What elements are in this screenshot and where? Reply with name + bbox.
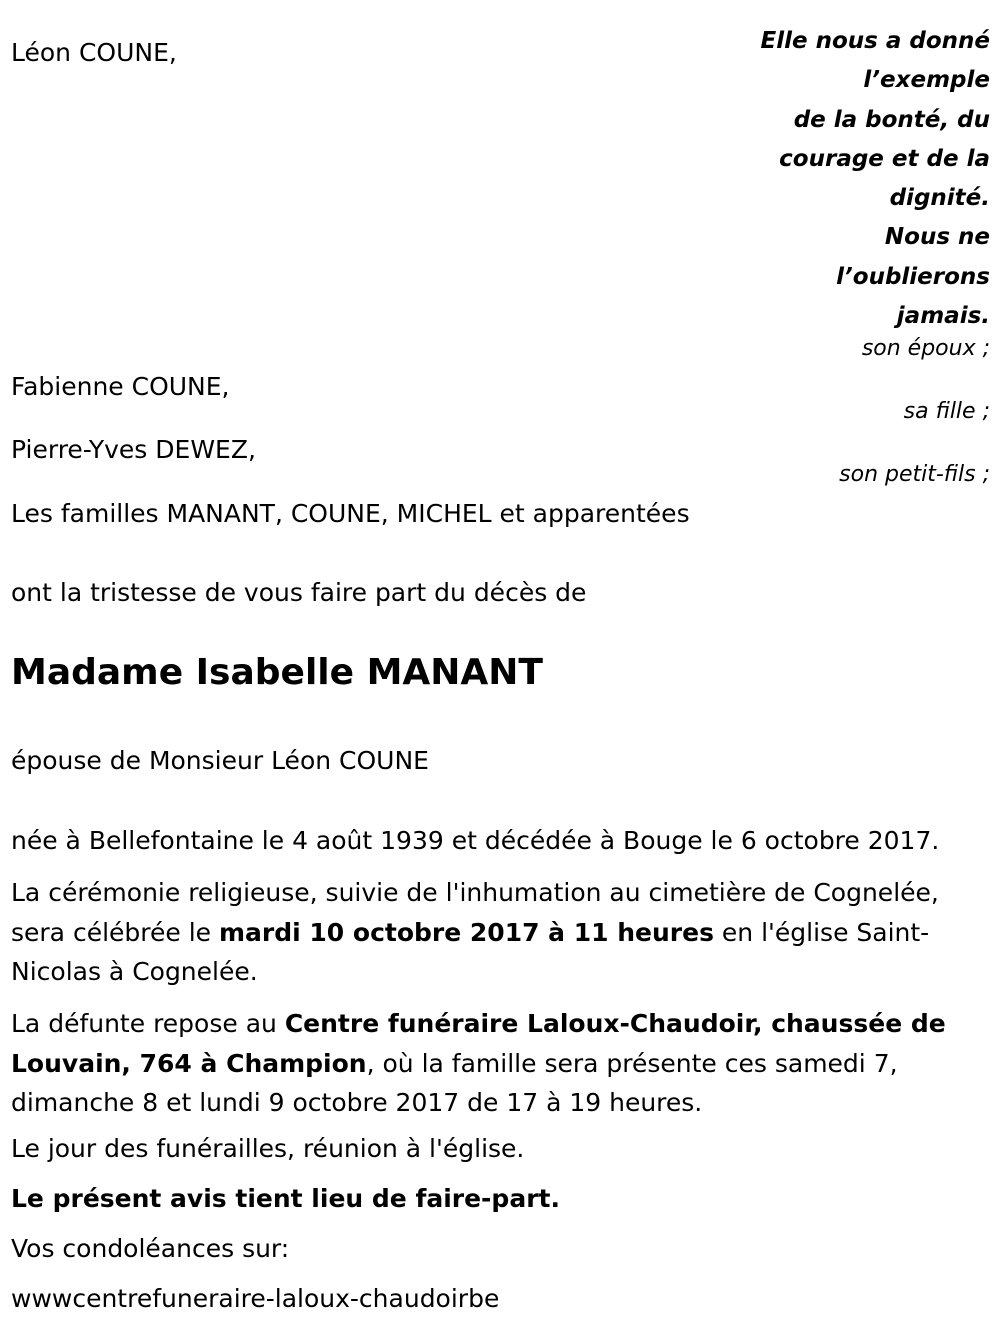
- condolences-label: Vos condoléances sur:: [11, 1234, 290, 1263]
- ceremony-date: mardi 10 octobre 2017 à 11 heures: [218, 917, 714, 947]
- daughter-name: Fabienne COUNE,: [11, 372, 230, 401]
- visitation-text-before: La défunte repose au: [11, 1009, 285, 1038]
- visitation-location: Centre funéraire Laloux-Chaudoir, chaussée de Louvain, 764 à Champion: [11, 1009, 946, 1078]
- grandson-name: Pierre-Yves DEWEZ,: [11, 435, 256, 464]
- role-grandson: son petit-fils ;: [839, 462, 990, 487]
- deceased-name: Madame Isabelle MANANT: [11, 652, 543, 693]
- ceremony-text-after: en l'église Saint-Nicolas à Cognelée.: [11, 917, 930, 986]
- notice-line: Le présent avis tient lieu de faire-part.: [11, 1184, 560, 1213]
- families-line: Les familles MANANT, COUNE, MICHEL et apparentées: [11, 499, 690, 528]
- quote-line: Nous ne: [884, 224, 990, 251]
- ceremony-text-before: La cérémonie religieuse, suivie de l'inhumation au cimetière de Cognelée, sera célébrée le: [11, 878, 939, 947]
- birth-death-line: née à Bellefontaine le 4 août 1939 et décédée à Bouge le 6 octobre 2017.: [11, 826, 940, 855]
- quote-line: Elle nous a donné: [760, 28, 990, 54]
- visitation-paragraph: [11, 1004, 986, 1123]
- quote-line: l’exemple: [863, 67, 990, 94]
- quote-line: de la bonté, du: [793, 106, 990, 133]
- spouse-name: Léon COUNE,: [11, 38, 177, 67]
- quote-line: jamais.: [896, 303, 990, 330]
- quote-line: l’oublierons: [836, 263, 990, 290]
- announcement-text: ont la tristesse de vous faire part du décès de: [11, 578, 587, 607]
- role-spouse: son époux ;: [861, 336, 990, 361]
- spouse-of-line: épouse de Monsieur Léon COUNE: [11, 746, 429, 775]
- role-daughter: sa fille ;: [903, 399, 990, 424]
- visitation-text-after: , où la famille sera présente ces samedi 7, dimanche 8 et lundi 9 octobre 2017 de 17 à 19 heures.: [11, 1048, 898, 1117]
- condolences-url[interactable]: wwwcentrefuneraire-laloux-chaudoirbe: [11, 1284, 500, 1313]
- ceremony-paragraph: [11, 873, 986, 992]
- quote-line: courage et de la: [779, 145, 990, 172]
- quote-line: dignité.: [889, 185, 990, 212]
- memorial-quote: [730, 22, 990, 336]
- meeting-line: Le jour des funérailles, réunion à l'église.: [11, 1134, 525, 1163]
